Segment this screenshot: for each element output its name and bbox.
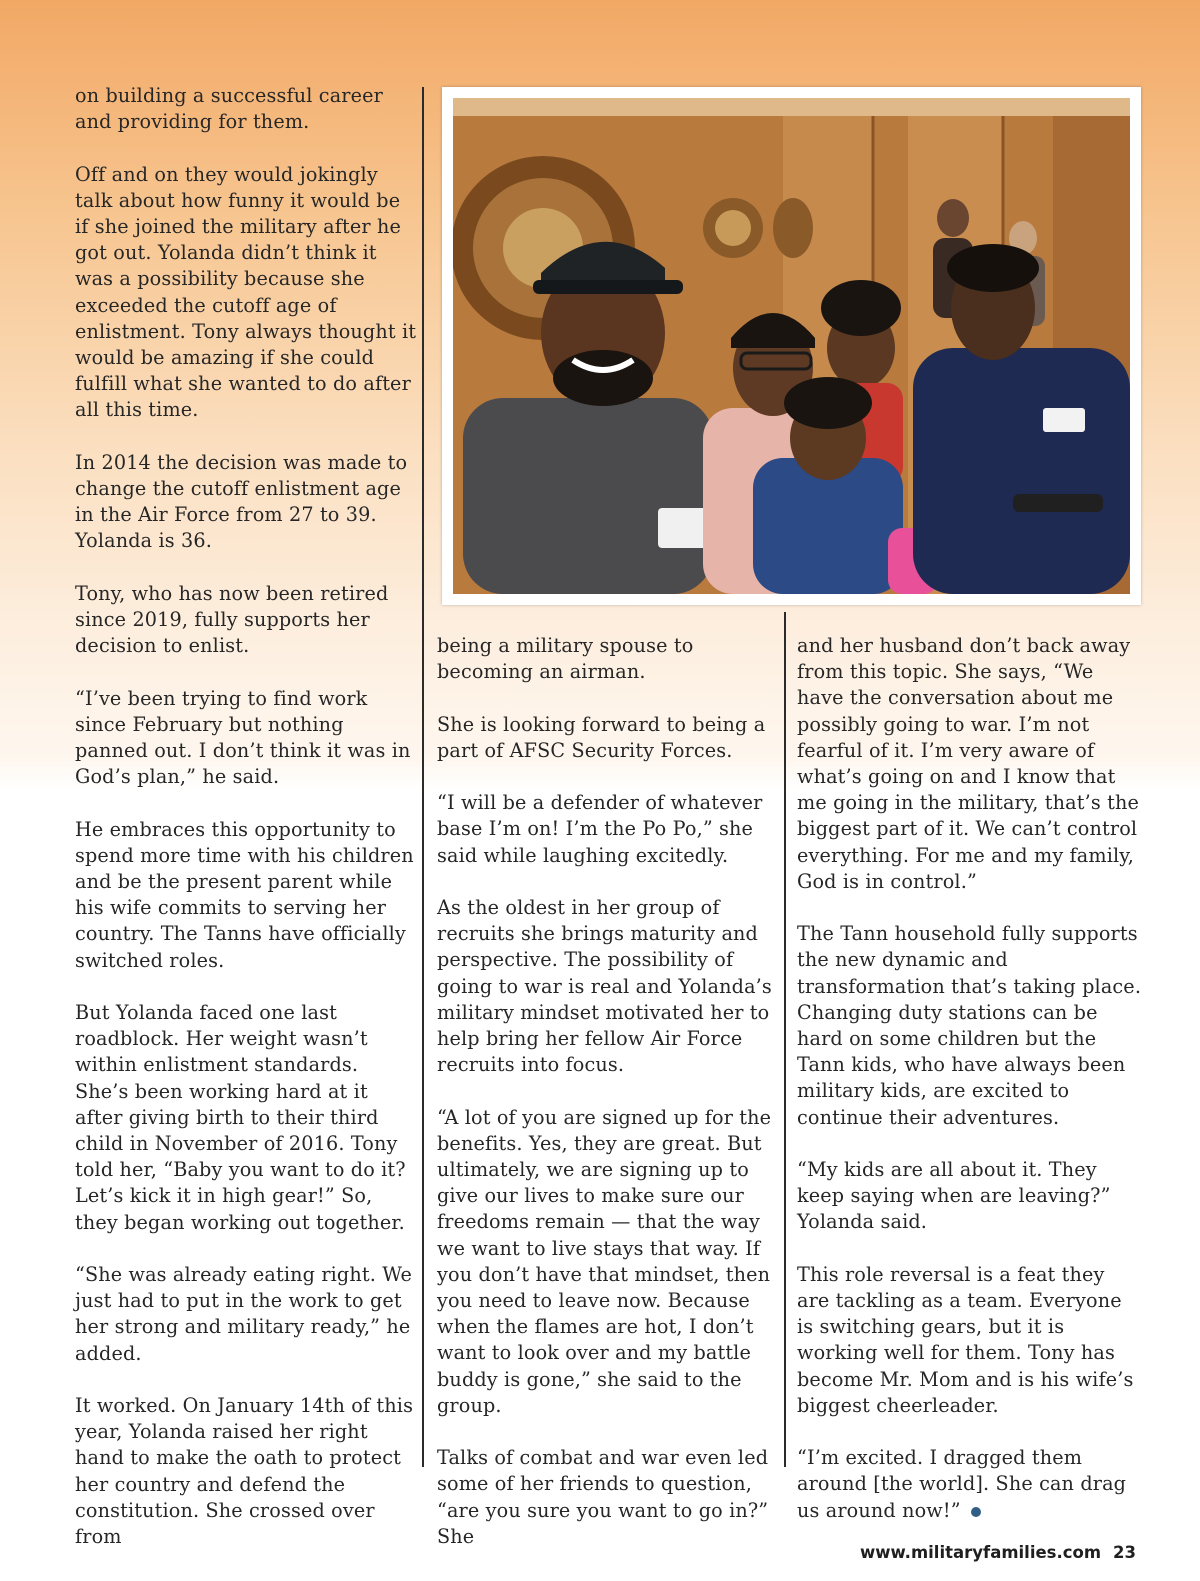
paragraph: In 2014 the decision was made to change the cutoff enlistment age in the Air Force from 27 to 39. Yolanda is 36. — [75, 450, 408, 553]
footer-website-url[interactable]: www.militaryfamilies.com — [860, 1543, 1102, 1562]
family-photo — [453, 98, 1130, 594]
paragraph: Off and on they would jokingly talk about how funny it would be if she joined the military after he got out. Yolanda didn’t think it was a possibility because she exceeded the cutoff age of enlistment. Tony always thought it would be amazing if she could fulfill what she wanted to do after all this time. — [75, 162, 417, 422]
last-paragraph — [797, 1445, 1142, 1524]
paragraph: He embraces this opportunity to spend more time with his children and be the present parent while his wife commits to serving her country. The Tanns have officially switched roles. — [75, 817, 414, 972]
article-end-dot-icon — [971, 1507, 981, 1517]
paragraph: “I’ve been trying to find work since February but nothing panned out. I don’t think it was in God’s plan,” he said. — [75, 686, 411, 789]
column-divider-left — [422, 87, 424, 1467]
article-column-2 — [437, 633, 782, 1550]
paragraph: and her husband don’t back away from this topic. She says, “We have the conversation about me possibly going to war. I’m not fearful of it. I’m very aware of what’s going on and I know that me going in the military, that’s the biggest part of it. We can’t control everything. For me and my family, God is in control.” — [797, 634, 1139, 893]
article-column-3 — [797, 633, 1142, 1524]
paragraph: “My kids are all about it. They keep saying when are leaving?” Yolanda said. — [797, 1158, 1111, 1234]
paragraph: She is looking forward to being a part of AFSC Security Forces. — [437, 712, 766, 762]
paragraph-text: “I’m excited. I dragged them around [the world]. She can drag us around now!” — [797, 1446, 1127, 1522]
paragraph: “I will be a defender of whatever base I’m on! I’m the Po Po,” she said while laughing excitedly. — [437, 791, 763, 867]
paragraph: Talks of combat and war even led some of her friends to question, “are you sure you want to go in?” She — [437, 1446, 769, 1548]
family-photo-frame — [442, 87, 1141, 605]
paragraph: But Yolanda faced one last roadblock. Her weight wasn’t within enlistment standards. She’s been working hard at it after giving birth to their third child in November of 2016. Tony told her, “Baby you want to do it? Let’s kick it in high gear!” So, they began working out together. — [75, 1001, 406, 1234]
family-photo-illustration — [453, 98, 1130, 594]
paragraph: It worked. On January 14th of this year, Yolanda raised her right hand to make the oath to protect her country and defend the constitution. She crossed over from — [75, 1394, 414, 1549]
paragraph: Tony, who has now been retired since 2019, fully supports her decision to enlist. — [75, 581, 389, 658]
column-divider-right — [784, 612, 786, 1467]
paragraph: “A lot of you are signed up for the benefits. Yes, they are great. But ultimately, we are signing up to give our lives to make sure our freedoms remain — that the way we want to live stays that way. If you don’t have that mindset, then you need to leave now. Because when the flames are hot, I don’t want to look over and my battle buddy is gone,” she said to the group. — [437, 1105, 772, 1417]
paragraph: on building a successful career and providing for them. — [75, 84, 383, 134]
paragraph: As the oldest in her group of recruits she brings maturity and perspective. The possibility of going to war is real and Yolanda’s military mindset motivated her to help bring her fellow Air Force recruits into focus. — [437, 895, 772, 1077]
paragraph: “She was already eating right. We just had to put in the work to get her strong and military ready,” he added. — [75, 1263, 413, 1365]
article-column-1 — [75, 83, 417, 1550]
paragraph: The Tann household fully supports the new dynamic and transformation that’s taking place. Changing duty stations can be hard on some children but the Tann kids, who have always been military kids, are excited to continue their adventures. — [797, 922, 1142, 1129]
page-number: 23 — [1113, 1543, 1136, 1562]
paragraph: This role reversal is a feat they are tackling as a team. Everyone is switching gears, but it is working well for them. Tony has become Mr. Mom and is his wife’s biggest cheerleader. — [797, 1262, 1134, 1417]
paragraph: being a military spouse to becoming an airman. — [437, 634, 694, 684]
